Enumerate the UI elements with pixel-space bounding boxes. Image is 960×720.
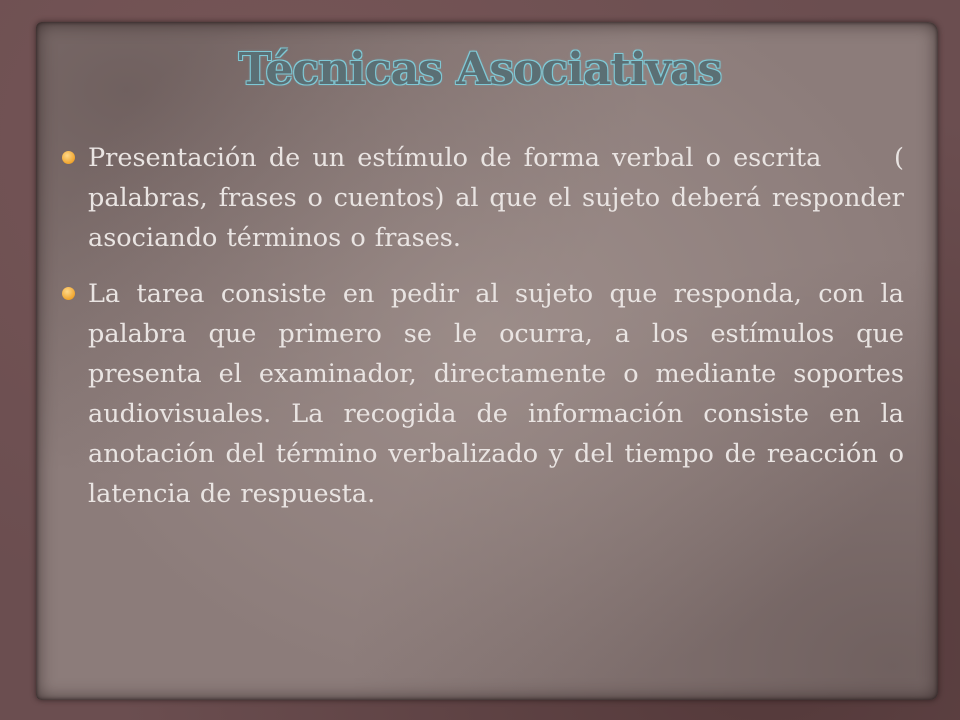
slide-title: Técnicas Asociativas (238, 44, 722, 95)
bullet-dot-icon (62, 151, 75, 164)
bullet-item (62, 274, 904, 514)
bullet-text: La tarea consiste en pedir al sujeto que responda, con la palabra que primero se le ocurra, a los estímulos que presenta el examinador, directamente o mediante soportes audiovisuales. La recogida de información consiste en la anotación del término verbalizado y del tiempo de reacción o latencia de respuesta. (88, 279, 904, 509)
bullet-item (62, 138, 914, 258)
bullet-text: Presentación de un estímulo de forma verbal o escrita ( palabras, frases o cuentos) al que el sujeto deberá responder asociando términos o frases. (88, 143, 914, 253)
bullet-dot-icon (62, 287, 75, 300)
bullet-list (62, 138, 914, 530)
